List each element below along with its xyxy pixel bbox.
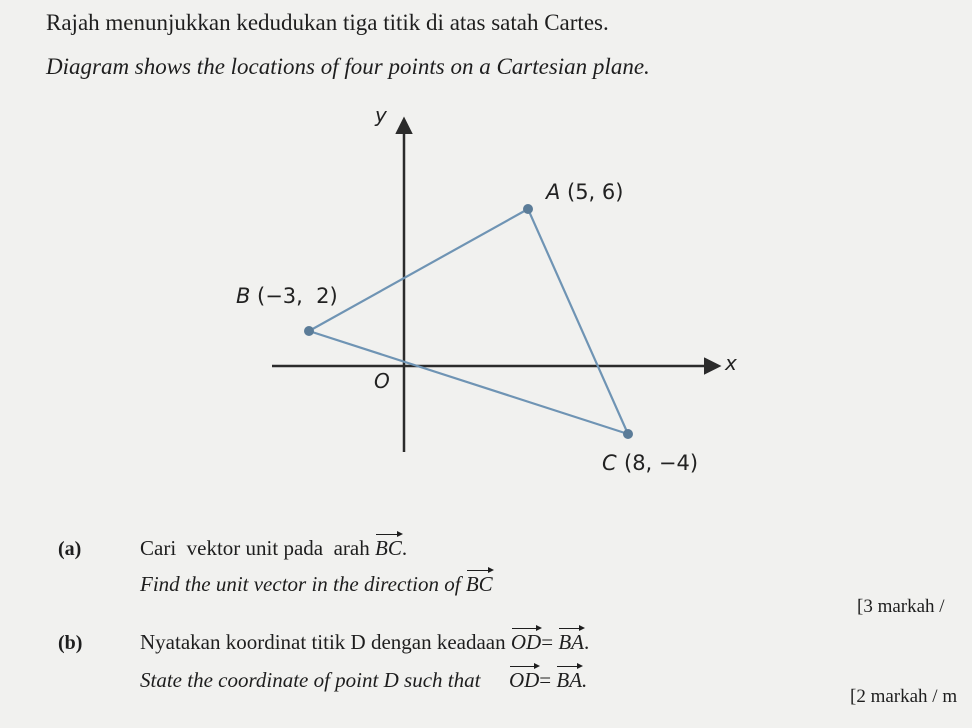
point-c — [623, 429, 633, 439]
vector-bc-malay: BC — [375, 530, 402, 561]
question-a-english — [140, 566, 493, 597]
vector-od-english: OD — [509, 662, 539, 693]
point-b-name: B — [236, 284, 251, 308]
equals-sign-malay: = — [541, 630, 554, 654]
equals-sign-english: = — [539, 668, 552, 692]
vector-ba-english: BA — [556, 662, 582, 693]
period-malay: . — [583, 630, 590, 654]
point-b — [304, 326, 314, 336]
vector-od-malay: OD — [511, 624, 541, 655]
point-a-name: A — [546, 180, 561, 204]
question-b-english-text: State the coordinate of point D such that — [140, 668, 481, 692]
question-a-period: . — [401, 536, 408, 560]
vector-ba-malay: BA — [558, 624, 584, 655]
point-c-coords: (8, −4) — [624, 451, 699, 475]
period-english: . — [582, 668, 588, 692]
question-b-english — [140, 662, 587, 693]
point-c-name: C — [602, 451, 617, 475]
triangle-abc — [309, 209, 628, 434]
point-b-coords: (−3, 2) — [257, 284, 338, 308]
heading-malay: Rajah menunjukkan kedudukan tiga titik di atas satah Cartes. — [46, 10, 609, 35]
question-a-label: (a) — [58, 538, 82, 560]
question-b-marks: [2 markah / m — [850, 686, 958, 707]
point-a — [523, 204, 533, 214]
vector-bc-english: BC — [466, 566, 493, 597]
question-a-malay-text: Cari vektor unit pada arah — [140, 536, 370, 560]
question-b-malay — [140, 624, 589, 655]
question-a-malay — [140, 530, 407, 561]
point-a-coords: (5, 6) — [567, 180, 624, 204]
question-a-english-text: Find the unit vector in the direction of — [140, 572, 461, 596]
y-axis-label: y — [375, 103, 387, 127]
origin-label: O — [374, 369, 390, 393]
question-b-label: (b) — [58, 632, 83, 654]
x-axis-label: x — [725, 351, 737, 375]
question-a-marks: [3 markah / — [857, 596, 945, 617]
heading-english: Diagram shows the locations of four points on a Cartesian plane. — [46, 54, 650, 79]
question-b-malay-text: Nyatakan koordinat titik D dengan keadaan — [140, 630, 506, 654]
